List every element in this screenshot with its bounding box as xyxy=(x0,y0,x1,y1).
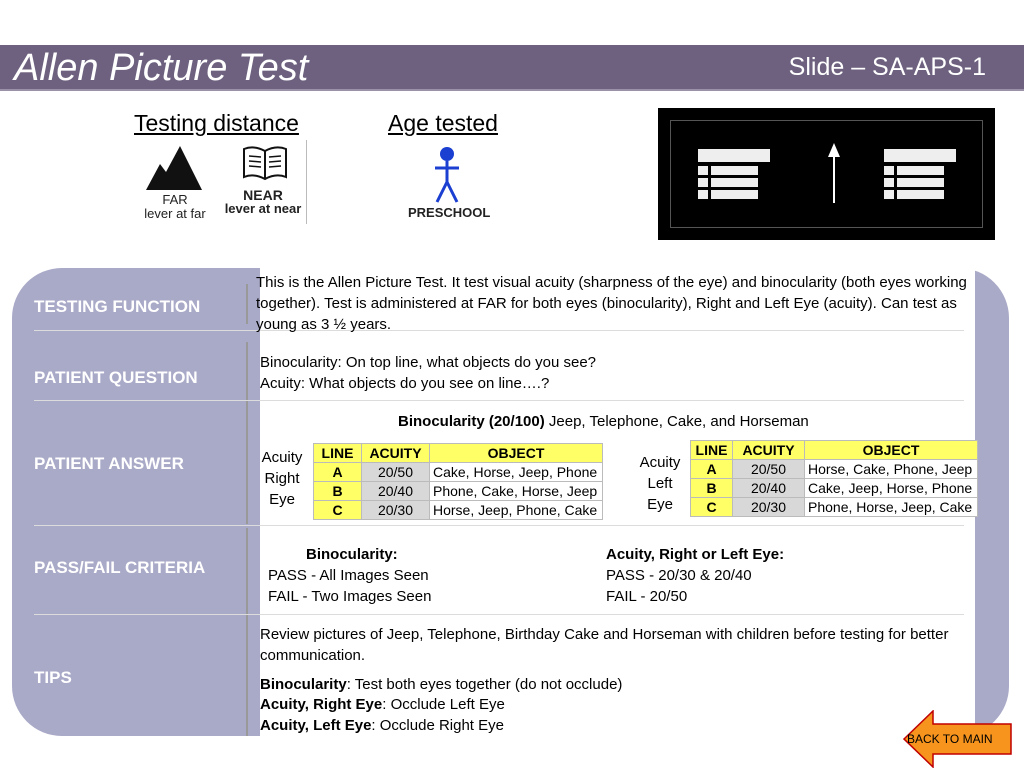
row-divider-v5 xyxy=(246,616,248,736)
acuity-criteria-title: Acuity, Right or Left Eye: xyxy=(606,546,785,563)
tip-binocularity-rest: : Test both eyes together (do not occlude) xyxy=(346,676,623,693)
patient-question-label: PATIENT QUESTION xyxy=(34,368,198,387)
acuity-right-eye-line1: Acuity xyxy=(261,449,303,466)
cell-line: C xyxy=(314,501,362,520)
cell-line: C xyxy=(691,498,733,517)
back-to-main-label: BACK TO MAIN xyxy=(907,732,993,746)
cell-acuity: 20/30 xyxy=(362,501,430,520)
row-divider-v3 xyxy=(246,402,248,524)
row-divider-h3 xyxy=(34,525,964,526)
binocularity-fail: FAIL - Two Images Seen xyxy=(268,588,432,605)
far-caption xyxy=(140,193,210,221)
tip-left-eye xyxy=(260,715,504,736)
cell-object: Phone, Horse, Jeep, Cake xyxy=(805,498,978,517)
allen-chart-image xyxy=(658,108,995,240)
near-caption-title: NEAR xyxy=(243,187,283,203)
left-eye-table xyxy=(690,440,978,517)
table-row xyxy=(691,460,978,479)
cell-object: Cake, Horse, Jeep, Phone xyxy=(430,463,603,482)
cell-line: A xyxy=(691,460,733,479)
patient-question-line1: Binocularity: On top line, what objects do you see? xyxy=(260,354,597,371)
table-row xyxy=(314,463,603,482)
far-caption-title: FAR xyxy=(162,192,188,207)
acuity-pass: PASS - 20/30 & 20/40 xyxy=(606,567,752,584)
cell-acuity: 20/40 xyxy=(362,482,430,501)
mountain-icon xyxy=(146,146,202,190)
near-caption-sub: lever at near xyxy=(224,201,302,216)
near-caption xyxy=(222,188,304,216)
row-divider-h2 xyxy=(34,400,964,401)
binocularity-answer xyxy=(398,411,958,432)
col-header-line: LINE xyxy=(691,441,733,460)
tip-right-eye xyxy=(260,694,505,715)
acuity-fail: FAIL - 20/50 xyxy=(606,588,688,605)
cell-line: B xyxy=(691,479,733,498)
header-bar xyxy=(0,45,1024,91)
preschool-caption: PRESCHOOL xyxy=(408,205,491,220)
cell-acuity: 20/30 xyxy=(733,498,805,517)
person-icon xyxy=(432,146,462,204)
testing-function-label: TESTING FUNCTION xyxy=(34,297,201,316)
acuity-left-eye-line1: Acuity xyxy=(639,454,681,471)
col-header-line: LINE xyxy=(314,444,362,463)
col-header-acuity: ACUITY xyxy=(362,444,430,463)
cell-object: Horse, Jeep, Phone, Cake xyxy=(430,501,603,520)
col-header-acuity: ACUITY xyxy=(733,441,805,460)
slide-id: Slide – SA-APS-1 xyxy=(788,53,986,81)
patient-answer-label: PATIENT ANSWER xyxy=(34,454,184,473)
patient-question-line2: Acuity: What objects do you see on line….? xyxy=(260,375,550,392)
pass-fail-label: PASS/FAIL CRITERIA xyxy=(34,558,206,577)
cell-object: Cake, Jeep, Horse, Phone xyxy=(805,479,978,498)
table-header-row xyxy=(314,444,603,463)
binocularity-answer-bold: Binocularity (20/100) xyxy=(398,413,545,430)
table-row xyxy=(691,479,978,498)
right-eye-table xyxy=(313,443,603,520)
tip-binocularity xyxy=(260,674,622,695)
tip-left-eye-bold: Acuity, Left Eye xyxy=(260,717,372,734)
page-title: Allen Picture Test xyxy=(14,47,309,89)
age-tested-label: Age tested xyxy=(388,110,498,136)
tips-label: TIPS xyxy=(34,668,72,687)
binocularity-answer-rest: Jeep, Telephone, Cake, and Horseman xyxy=(544,413,809,430)
row-divider-h4 xyxy=(34,614,964,615)
icon-divider xyxy=(306,140,307,224)
far-caption-sub: lever at far xyxy=(144,206,206,221)
binocularity-pass: PASS - All Images Seen xyxy=(268,567,429,584)
table-row xyxy=(314,482,603,501)
cell-object: Horse, Cake, Phone, Jeep xyxy=(805,460,978,479)
binocularity-criteria-title: Binocularity: xyxy=(306,546,398,563)
tip-left-eye-rest: : Occlude Right Eye xyxy=(371,717,504,734)
testing-distance-label: Testing distance xyxy=(134,110,299,136)
col-header-object: OBJECT xyxy=(430,444,603,463)
cell-object: Phone, Cake, Horse, Jeep xyxy=(430,482,603,501)
col-header-object: OBJECT xyxy=(805,441,978,460)
table-header-row xyxy=(691,441,978,460)
chart-frame xyxy=(670,120,983,228)
cell-acuity: 20/50 xyxy=(362,463,430,482)
cell-line: B xyxy=(314,482,362,501)
acuity-right-eye-label xyxy=(256,447,308,510)
tip-right-eye-rest: : Occlude Left Eye xyxy=(382,696,505,713)
row-divider-v2 xyxy=(246,342,248,402)
cell-acuity: 20/50 xyxy=(733,460,805,479)
table-row xyxy=(691,498,978,517)
acuity-left-eye-line3: Eye xyxy=(647,496,673,513)
testing-function-text: This is the Allen Picture Test. It test visual acuity (sharpness of the eye) and binocularity (both eyes working together). Test is administered at FAR for both eyes (binocularity), Right and Left Eye (acuity). Can test as young as 3 ½ years. xyxy=(256,274,967,333)
table-row xyxy=(314,501,603,520)
acuity-left-eye-line2: Left xyxy=(647,475,673,492)
tip-right-eye-bold: Acuity, Right Eye xyxy=(260,696,383,713)
acuity-left-eye-label xyxy=(634,452,686,515)
cell-line: A xyxy=(314,463,362,482)
back-to-main-button[interactable] xyxy=(903,710,1013,768)
row-divider-v1 xyxy=(246,284,248,324)
cell-acuity: 20/40 xyxy=(733,479,805,498)
acuity-right-eye-line3: Eye xyxy=(269,491,295,508)
row-divider-v4 xyxy=(246,528,248,616)
tip-binocularity-bold: Binocularity xyxy=(260,676,347,693)
book-icon xyxy=(242,143,288,183)
acuity-right-eye-line2: Right xyxy=(264,470,300,487)
tips-text: Review pictures of Jeep, Telephone, Birthday Cake and Horseman with children before testing for better communication. xyxy=(260,626,949,664)
